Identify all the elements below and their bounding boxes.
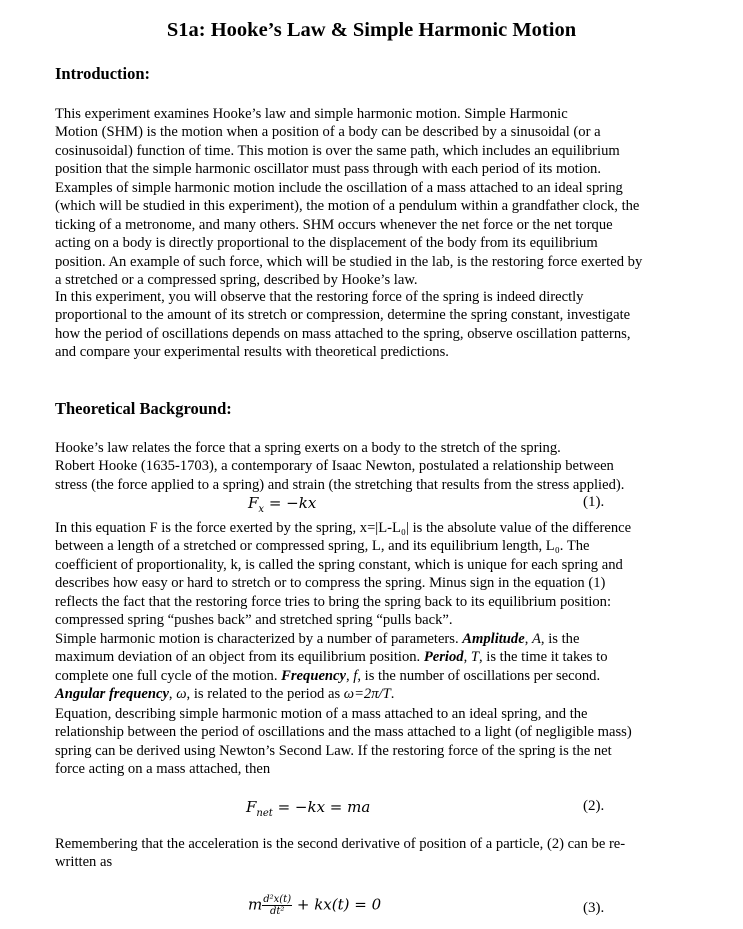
p3-text-3: , is the maximum deviation of an object from its equilibrium position. — [55, 631, 580, 666]
equation-1-subscript: x — [258, 504, 265, 515]
equation-1-lhs: F — [248, 494, 259, 512]
p3-text-1: Simple harmonic motion is characterized by a number of parameters. — [55, 631, 463, 647]
background-paragraph-3 — [55, 630, 705, 704]
equation-2 — [0, 798, 743, 824]
p3-text-10: . — [390, 686, 395, 703]
equation-2-number: (2). — [583, 798, 605, 814]
page-title: S1a: Hooke’s Law & Simple Harmonic Motion — [166, 19, 577, 41]
p3-text-6: , — [346, 667, 354, 684]
equation-3-mass: m — [248, 895, 263, 914]
p3-text-8: , — [168, 686, 177, 703]
amplitude-symbol: A — [532, 631, 541, 647]
equation-1 — [0, 494, 743, 520]
introduction-heading: Introduction: — [55, 64, 151, 83]
equation-2-lhs: F — [246, 798, 257, 816]
equation-3-denominator: dt² — [269, 906, 285, 917]
angular-frequency-term: Angular frequency — [55, 686, 169, 703]
introduction-paragraph-1: This experiment examines Hooke’s law and simple harmonic motion. Simple Harmonic Motion (SHM) is the motion when a position of a body can be described by a sinusoidal (or a cosinusoidal) function of time. This motion is over the same path, which includes an equilibrium position that the simple harmonic oscillator must pass through with each period of its motion. Examples of simple harmonic motion include the oscillation of a mass attached to an ideal spring (which will be studied in this experiment), the motion of a pendulum within a grandfather clock, the ticking of a metronome, and many others. SHM occurs whenever the net force or the net torque acting on a body is directly proportional to the displacement of the body from its equilibrium position. An example of such force, which will be studied in the lab, is the restoring force exerted by a stretched or a compressed spring, described by Hooke’s law. — [55, 106, 643, 289]
equation-1-number: (1). — [583, 494, 605, 510]
p3-text-5: , is the time it takes to complete one full cycle of the motion. — [55, 649, 608, 684]
equation-3-rest: + kx(t) = 0 — [292, 895, 382, 914]
equation-2-subscript: net — [256, 808, 273, 819]
period-symbol: T — [470, 649, 479, 666]
period-term: Period — [423, 649, 464, 666]
equation-1-rhs: = −kx — [264, 494, 317, 512]
angular-frequency-relation: ω=2π/T — [343, 686, 391, 703]
frequency-symbol: f — [353, 667, 358, 684]
p3-text-4: , — [463, 649, 471, 666]
amplitude-term: Amplitude — [462, 631, 525, 647]
introduction-paragraph-2: In this experiment, you will observe that the restoring force of the spring is indeed directly proportional to the amount of its stretch or compression, determine the spring constant, investigate how the period of oscillations depends on mass attached to the spring, observe oscillation patterns, and compare your experimental results with theoretical predictions. — [55, 289, 631, 361]
theoretical-background-heading: Theoretical Background: — [55, 399, 232, 418]
equation-3-number: (3). — [583, 900, 605, 916]
frequency-term: Frequency — [281, 667, 346, 684]
equation-3 — [0, 892, 743, 922]
p3-text-9: , is related to the period as — [186, 686, 344, 703]
background-paragraph-4: Equation, describing simple harmonic motion of a mass attached to an ideal spring, and the relationship between the period of oscillations and the mass attached to a light (of negligible mass) spring can be derived using Newton’s Second Law. If the restoring force of the spring is the net force acting on a mass attached, then — [55, 706, 632, 778]
angular-frequency-symbol: ω — [176, 686, 187, 703]
p3-text-2: , — [524, 631, 532, 647]
equation-3-numerator: d²x(t) — [263, 894, 292, 905]
background-paragraph-5: Remembering that the acceleration is the second derivative of position of a particle, (2) can be re- written as — [55, 836, 626, 871]
equation-2-rhs: = −kx = ma — [272, 798, 371, 816]
p3-text-7: , is the number of oscillations per second. — [357, 667, 601, 684]
background-paragraph-1: Hooke’s law relates the force that a spring exerts on a body to the stretch of the spring. Robert Hooke (1635-1703), a contemporary of Isaac Newton, postulated a relationship between stress (the force applied to a spring) and strain (the stretching that results from the stress applied). — [55, 440, 625, 493]
equation-3-derivative — [262, 894, 292, 917]
background-paragraph-2: In this equation F is the force exerted by the spring, x=|L-L₀| is the absolute value of the difference between a length of a stretched or compressed spring, L, and its equilibrium length, L₀. The coefficient of proportionality, k, is called the spring constant, which is unique for each spring and describes how easy or hard to stretch or to compress the spring. Minus sign in the equation (1) reflects the fact that the restoring force tries to bring the spring back to its equilibrium position: compressed spring “pushes back” and stretched spring “pulls back”. — [55, 520, 632, 629]
